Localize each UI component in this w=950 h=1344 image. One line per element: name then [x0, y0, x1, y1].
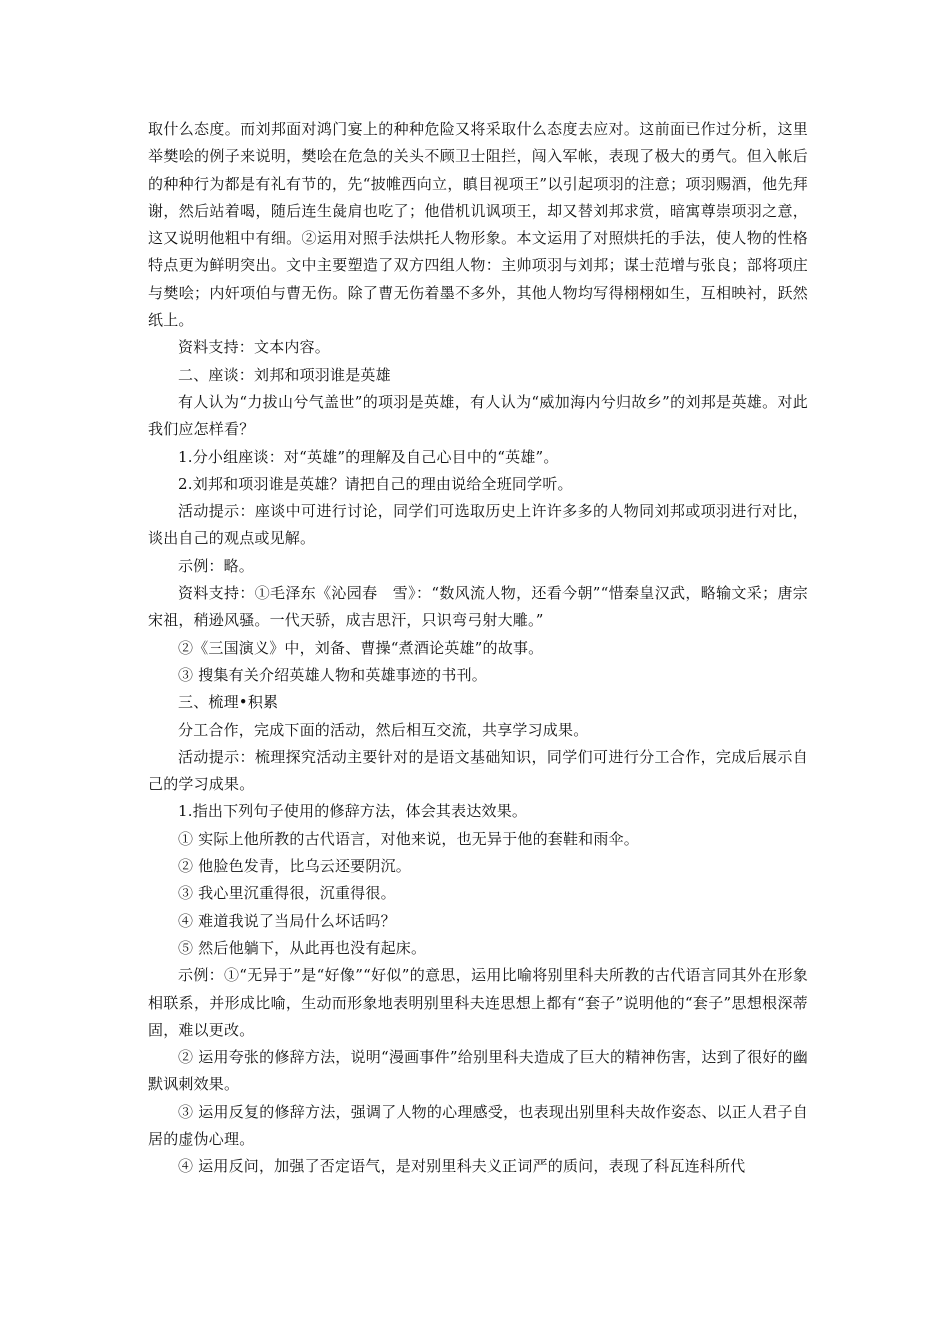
paragraph: 示例：略。 — [178, 556, 255, 575]
paragraph: 活动提示：梳理探究活动主要针对的是语文基础知识，同学们可进行分工合作，完成后展示自己的学习成果。 — [148, 747, 808, 794]
paragraph: 资料支持：①毛泽东《沁园春 雪》：“数风流人物，还看今朝”“惜秦皇汉武，略输文采；唐宗宋祖，稍逊风骚。一代天骄，成吉思汗，只识弯弓射大雕。” — [148, 584, 808, 630]
list-item: ④ 运用反问，加强了否定语气，是对别里科夫义正词严的质问，表现了科瓦连科所代 — [178, 1157, 746, 1176]
list-item: ③ 搜集有关介绍英雄人物和英雄事迹的书刊。 — [178, 665, 487, 684]
list-item: 1.分小组座谈：对“英雄”的理解及自己心目中的“英雄”。 — [178, 447, 559, 466]
paragraph: 活动提示：座谈中可进行讨论，同学们可选取历史上许许多多的人物同刘邦或项羽进行对比，谈出自己的观点或见解。 — [148, 502, 808, 548]
paragraph: 有人认为“力拔山兮气盖世”的项羽是英雄，有人认为“威加海内兮归故乡”的刘邦是英雄。对此我们应怎样看？ — [148, 392, 808, 439]
list-item: ① 实际上他所教的古代语言，对他来说，也无异于他的套鞋和雨伞。 — [178, 829, 639, 848]
list-item: 1.指出下列句子使用的修辞方法，体会其表达效果。 — [178, 802, 528, 821]
paragraph: 示例：①“无异于”是“好像”“好似”的意思，运用比喻将别里科夫所教的古代语言同其外在形象相联系，并形成比喻，生动而形象地表明别里科夫连思想上都有“套子”说明他的“套子”思想根深蒂固，难以更改。 — [148, 966, 808, 1039]
list-item: ⑤ 然后他躺下，从此再也没有起床。 — [178, 938, 427, 957]
list-item: ② 他脸色发青，比乌云还要阴沉。 — [178, 857, 411, 876]
list-item: ②《三国演义》中，刘备、曹操“煮酒论英雄”的故事。 — [178, 638, 544, 657]
list-item: ③ 我心里沉重得很，沉重得很。 — [178, 884, 396, 903]
list-item: 2.刘邦和项羽谁是英雄？请把自己的理由说给全班同学听。 — [178, 474, 573, 493]
document-body — [148, 116, 808, 1181]
paragraph: 分工合作，完成下面的活动，然后相互交流，共享学习成果。 — [178, 720, 589, 739]
section-heading: 二、座谈：刘邦和项羽谁是英雄 — [178, 365, 391, 384]
list-item: ② 运用夸张的修辞方法，说明“漫画事件”给别里科夫造成了巨大的精神伤害，达到了很好的幽默讽刺效果。 — [148, 1048, 808, 1094]
paragraph: 取什么态度。而刘邦面对鸿门宴上的种种危险又将采取什么态度去应对。这前面已作过分析，这里举樊哙的例子来说明，樊哙在危急的关头不顾卫士阻拦，闯入军帐，表现了极大的勇气。但入帐后的种种行为都是有礼有节的，先“披帷西向立，瞋目视项王”以引起项羽的注意；项羽赐酒，他先拜谢，然后站着喝，随后连生彘肩也吃了；他借机讥讽项王，却又替刘邦求赏，暗寓尊崇项羽之意，这又说明他粗中有细。②运用对照手法烘托人物形象。本文运用了对照烘托的手法，使人物的性格特点更为鲜明突出。文中主要塑造了双方四组人物：主帅项羽与刘邦；谋士范增与张良；部将项庄与樊哙；内奸项伯与曹无伤。除了曹无伤着墨不多外，其他人物均写得栩栩如生，互相映衬，跃然纸上。 — [148, 120, 808, 330]
list-item: ④ 难道我说了当局什么坏话吗？ — [178, 911, 396, 930]
paragraph: 资料支持：文本内容。 — [178, 338, 331, 357]
list-item: ③ 运用反复的修辞方法，强调了人物的心理感受，也表现出别里科夫故作姿态、以正人君子自居的虚伪心理。 — [148, 1102, 808, 1148]
section-heading: 三、梳理•积累 — [178, 693, 279, 712]
